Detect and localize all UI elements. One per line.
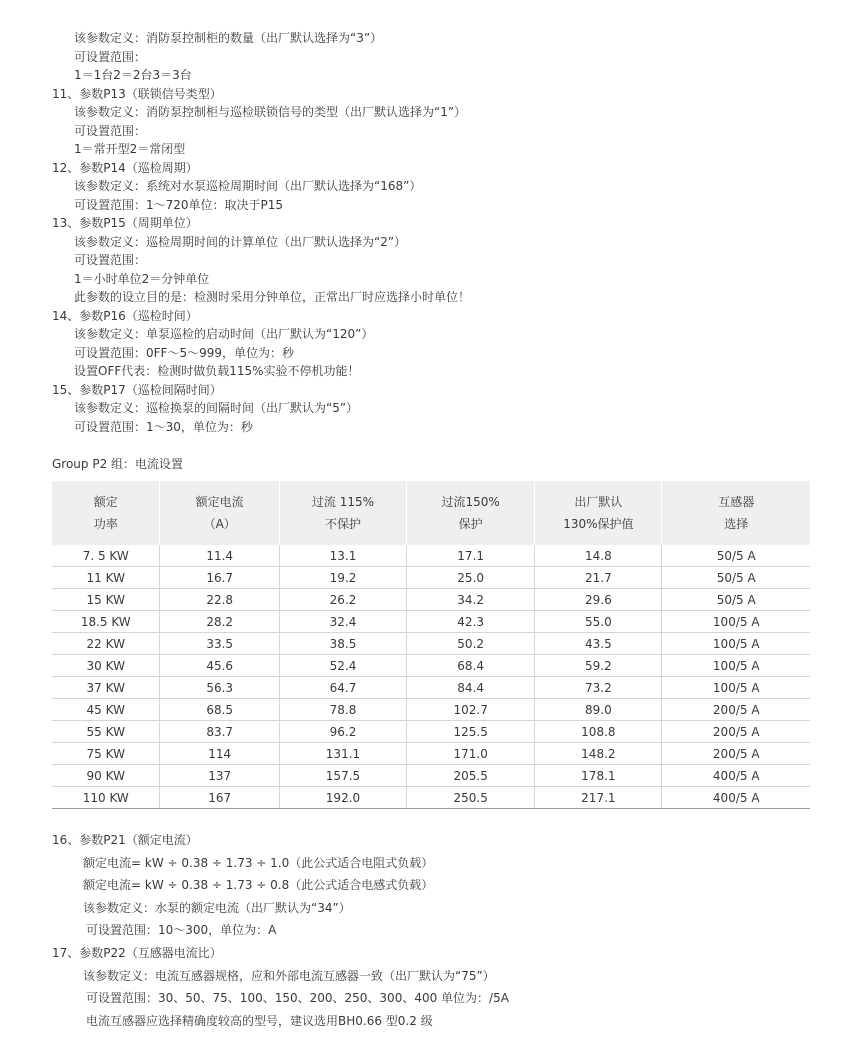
table-body — [52, 545, 810, 809]
table-cell: 13.1 — [279, 545, 406, 567]
table-cell: 167 — [160, 787, 279, 809]
table-cell: 100/5 A — [662, 633, 810, 655]
table-cell: 200/5 A — [662, 699, 810, 721]
table-cell: 21.7 — [535, 567, 662, 589]
table-cell: 114 — [160, 743, 279, 765]
table-cell: 83.7 — [160, 721, 279, 743]
table-cell: 89.0 — [535, 699, 662, 721]
parameter-line: 额定电流= kW ÷ 0.38 ÷ 1.73 ÷ 0.8（此公式适合电感式负载） — [83, 878, 434, 893]
table-cell: 42.3 — [407, 611, 535, 633]
table-cell: 38.5 — [279, 633, 406, 655]
table-cell: 32.4 — [279, 611, 406, 633]
table-cell: 50/5 A — [662, 567, 810, 589]
table-cell: 90 KW — [52, 765, 160, 787]
column-header — [535, 481, 662, 545]
table-cell: 59.2 — [535, 655, 662, 677]
table-cell: 50/5 A — [662, 589, 810, 611]
parameter-line: 可设置范围： — [74, 253, 147, 267]
column-header-line: 过流150% — [441, 495, 500, 509]
column-header — [160, 481, 279, 545]
column-header-line: 功率 — [93, 517, 118, 531]
column-header — [52, 481, 160, 545]
table-cell: 29.6 — [535, 589, 662, 611]
table-header — [52, 481, 810, 545]
table-cell: 11 KW — [52, 567, 160, 589]
table-row — [52, 699, 810, 721]
table-cell: 100/5 A — [662, 611, 810, 633]
parameter-heading: 16、参数P21（额定电流） — [52, 833, 198, 847]
table-cell: 131.1 — [279, 743, 406, 765]
table-cell: 26.2 — [279, 589, 406, 611]
table-cell: 22.8 — [160, 589, 279, 611]
parameter-line: 该参数定义：单泵巡检的启动时间（出厂默认为“120”） — [74, 327, 374, 341]
parameter-line: 该参数定义：消防泵控制柜与巡检联锁信号的类型（出厂默认选择为“1”） — [74, 105, 467, 119]
table-cell: 178.1 — [535, 765, 662, 787]
table-cell: 25.0 — [407, 567, 535, 589]
column-header — [662, 481, 810, 545]
table-cell: 56.3 — [160, 677, 279, 699]
table-cell: 96.2 — [279, 721, 406, 743]
column-header-line: 出厂默认 — [574, 495, 623, 509]
table-cell: 75 KW — [52, 743, 160, 765]
table-row — [52, 655, 810, 677]
parameter-line: 该参数定义：水泵的额定电流（出厂默认为“34”） — [83, 900, 351, 915]
table-cell: 22 KW — [52, 633, 160, 655]
column-header-line: 额定 — [93, 495, 118, 509]
table-cell: 73.2 — [535, 677, 662, 699]
parameter-line: 1＝常开型2＝常闭型 — [74, 142, 186, 156]
parameter-line: 可设置范围：10～300，单位为：A — [86, 923, 277, 938]
table-cell: 400/5 A — [662, 765, 810, 787]
table-cell: 11.4 — [160, 545, 279, 567]
table-cell: 33.5 — [160, 633, 279, 655]
parameter-heading: 11、参数P13（联锁信号类型） — [52, 86, 222, 101]
parameter-line: 该参数定义：系统对水泵巡检周期时间（出厂默认选择为“168”） — [74, 179, 422, 193]
table-row — [52, 545, 810, 567]
table-cell: 108.8 — [535, 721, 662, 743]
column-header-line: 额定电流 — [195, 495, 244, 509]
table-row — [52, 721, 810, 743]
table-row — [52, 677, 810, 699]
table-cell: 192.0 — [279, 787, 406, 809]
table-header-row — [52, 481, 810, 545]
table-cell: 34.2 — [407, 589, 535, 611]
table-cell: 157.5 — [279, 765, 406, 787]
table-cell: 7. 5 KW — [52, 545, 160, 567]
table-row — [52, 787, 810, 809]
parameter-line: 设置OFF代表：检测时做负载115%实验不停机功能！ — [74, 364, 360, 378]
group-p2-title: Group P2 组：电流设置 — [52, 457, 184, 471]
parameter-line: 该参数定义：电流互感器规格，应和外部电流互感器一致（出厂默认为“75”） — [83, 968, 495, 983]
parameter-line: 该参数定义：巡检周期时间的计算单位（出厂默认选择为“2”） — [74, 234, 407, 249]
table-row — [52, 567, 810, 589]
column-header-line: 130%保护值 — [563, 517, 634, 531]
parameter-line: 此参数的设立目的是：检测时采用分钟单位，正常出厂时应选择小时单位！ — [74, 290, 471, 304]
table-cell: 100/5 A — [662, 655, 810, 677]
column-header — [279, 481, 406, 545]
parameter-heading: 17、参数P22（互感器电流比） — [52, 946, 222, 960]
table-cell: 15 KW — [52, 589, 160, 611]
parameter-line: 1＝1台2＝2台3＝3台 — [74, 68, 192, 82]
table-cell: 125.5 — [407, 721, 535, 743]
current-settings-table — [52, 481, 810, 809]
parameter-line: 该参数定义：消防泵控制柜的数量（出厂默认选择为“3”） — [74, 31, 383, 45]
parameter-line: 1＝小时单位2＝分钟单位 — [74, 271, 210, 286]
column-header-line: 保护 — [458, 517, 483, 531]
table-cell: 110 KW — [52, 787, 160, 809]
table-cell: 78.8 — [279, 699, 406, 721]
parameter-line: 可设置范围：0FF～5～999，单位为：秒 — [74, 345, 294, 360]
parameter-line: 可设置范围： — [74, 123, 147, 138]
table-cell: 137 — [160, 765, 279, 787]
table-cell: 50/5 A — [662, 545, 810, 567]
parameter-line: 该参数定义：巡检换泵的间隔时间（出厂默认为“5”） — [74, 401, 359, 415]
table-cell: 19.2 — [279, 567, 406, 589]
table-cell: 102.7 — [407, 699, 535, 721]
table-cell: 43.5 — [535, 633, 662, 655]
table-cell: 64.7 — [279, 677, 406, 699]
table-cell: 52.4 — [279, 655, 406, 677]
table-cell: 171.0 — [407, 743, 535, 765]
table-cell: 45 KW — [52, 699, 160, 721]
parameter-heading: 14、参数P16（巡检时间） — [52, 308, 198, 323]
table-cell: 200/5 A — [662, 743, 810, 765]
parameter-line: 额定电流= kW ÷ 0.38 ÷ 1.73 ÷ 1.0（此公式适合电阻式负载） — [83, 855, 434, 870]
table-row — [52, 611, 810, 633]
table-cell: 68.4 — [407, 655, 535, 677]
table-cell: 200/5 A — [662, 721, 810, 743]
table-cell: 14.8 — [535, 545, 662, 567]
column-header-line: 选择 — [724, 517, 749, 531]
table-cell: 400/5 A — [662, 787, 810, 809]
column-header-line: 互感器 — [718, 495, 755, 509]
parameter-line: 电流互感器应选择精确度较高的型号，建议选用BH0.66 型0.2 级 — [86, 1013, 433, 1028]
table-cell: 68.5 — [160, 699, 279, 721]
column-header — [407, 481, 535, 545]
table-cell: 50.2 — [407, 633, 535, 655]
table-cell: 217.1 — [535, 787, 662, 809]
table-cell: 55.0 — [535, 611, 662, 633]
parameter-line: 可设置范围： — [74, 49, 147, 64]
table-cell: 84.4 — [407, 677, 535, 699]
table-cell: 250.5 — [407, 787, 535, 809]
column-header-line: （A） — [203, 517, 236, 531]
table-row — [52, 743, 810, 765]
table-cell: 100/5 A — [662, 677, 810, 699]
table-row — [52, 589, 810, 611]
parameter-heading: 12、参数P14（巡检周期） — [52, 160, 198, 175]
column-header-line: 不保护 — [324, 517, 361, 531]
parameter-line: 可设置范围：30、50、75、100、150、200、250、300、400 单位为：/5A — [86, 991, 509, 1006]
table-cell: 37 KW — [52, 677, 160, 699]
table-cell: 45.6 — [160, 655, 279, 677]
table-cell: 28.2 — [160, 611, 279, 633]
table-cell: 205.5 — [407, 765, 535, 787]
table-cell: 55 KW — [52, 721, 160, 743]
table-cell: 148.2 — [535, 743, 662, 765]
table-cell: 18.5 KW — [52, 611, 160, 633]
parameter-line: 可设置范围：1～30，单位为：秒 — [74, 419, 253, 434]
parameter-heading: 13、参数P15（周期单位） — [52, 216, 198, 230]
table-cell: 16.7 — [160, 567, 279, 589]
table-cell: 17.1 — [407, 545, 535, 567]
table-row — [52, 633, 810, 655]
column-header-line: 过流 115% — [311, 495, 375, 509]
table-row — [52, 765, 810, 787]
parameter-line: 可设置范围：1～720单位：取决于P15 — [74, 197, 284, 212]
table-cell: 30 KW — [52, 655, 160, 677]
parameter-heading: 15、参数P17（巡检间隔时间） — [52, 382, 222, 397]
